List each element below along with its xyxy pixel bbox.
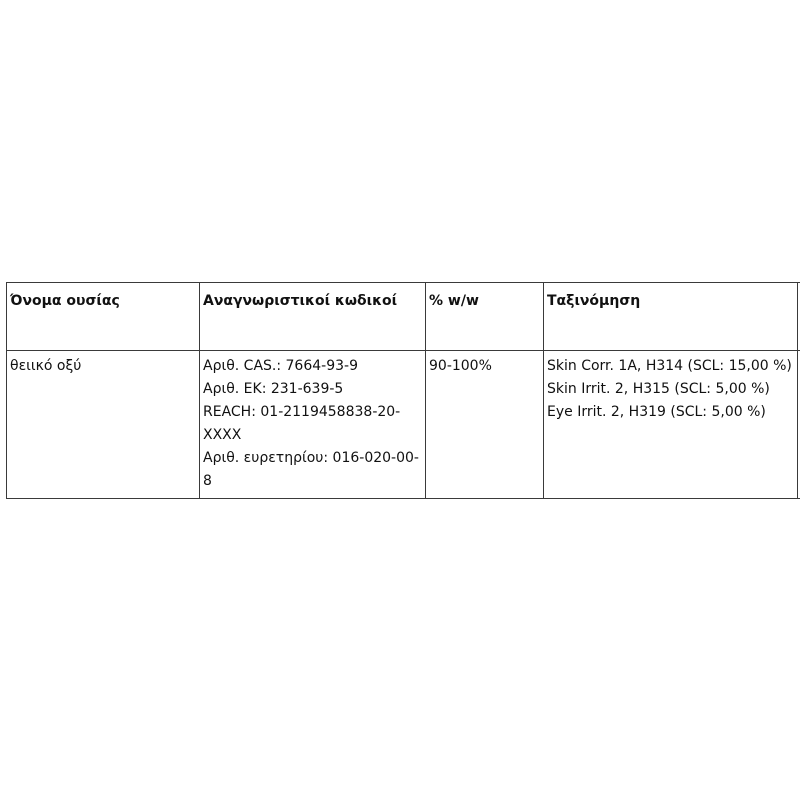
composition-table <box>6 282 800 499</box>
cell-classification <box>544 351 798 499</box>
identifier-ec: Αριθ. ΕΚ: 231-639-5 <box>203 381 344 397</box>
cell-percent: 90-100% <box>426 351 544 499</box>
classification-eye-irrit: Eye Irrit. 2, H319 (SCL: 5,00 %) <box>547 404 766 420</box>
header-percent: % w/w <box>426 283 544 351</box>
identifier-index: Αριθ. ευρετηρίου: 016-020-00-8 <box>203 450 419 489</box>
cell-identifiers <box>200 351 426 499</box>
header-identifiers: Αναγνωριστικοί κωδικοί <box>200 283 426 351</box>
classification-skin-corr: Skin Corr. 1A, H314 (SCL: 15,00 %) <box>547 358 792 374</box>
table-row <box>7 351 800 499</box>
header-classification: Ταξινόμηση <box>544 283 798 351</box>
table-header-row <box>7 283 800 351</box>
identifier-reach: REACH: 01-2119458838-20-XXXX <box>203 404 401 443</box>
cell-substance-name: θειικό οξύ <box>7 351 200 499</box>
classification-skin-irrit: Skin Irrit. 2, H315 (SCL: 5,00 %) <box>547 381 770 397</box>
header-substance-name: Όνομα ουσίας <box>7 283 200 351</box>
identifier-cas: Αριθ. CAS.: 7664-93-9 <box>203 358 358 374</box>
